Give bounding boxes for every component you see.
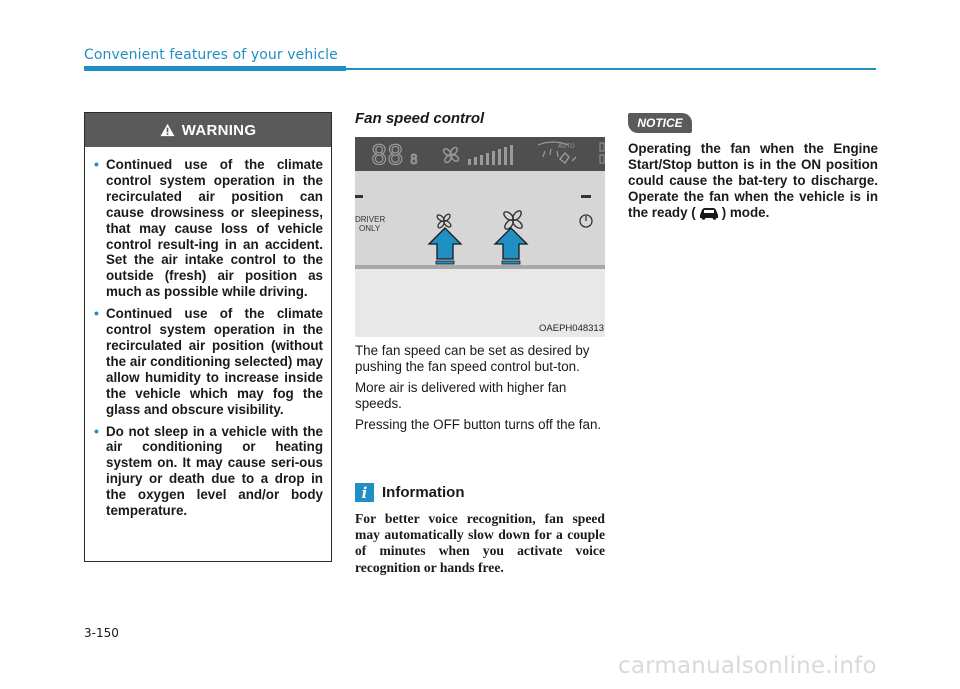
notice-text-end: ) mode. [721, 204, 770, 220]
bullet-icon: • [94, 156, 99, 172]
display-small-digit: 8 [410, 153, 418, 168]
page-number: 3-150 [84, 626, 119, 640]
warning-title: WARNING [181, 121, 257, 139]
header-bar-thick [84, 66, 346, 71]
warning-item [93, 306, 323, 417]
display-digits: 88 [371, 140, 404, 171]
fan-speed-paragraph: More air is delivered with higher fan speeds. [355, 379, 567, 411]
warning-item-text: Continued use of the climate control system operation in the recirculated air position can cause drowsiness or sleepiness, that may cause loss of vehicle control result-ing in an accident. Set the air intake control to the outside (fresh) air position as much as possible while driving. [106, 157, 323, 300]
warning-title-bar [85, 113, 331, 147]
figure-caption: OAEPH048313 [539, 323, 604, 334]
bullet-icon: • [94, 422, 99, 439]
warning-triangle-icon [160, 123, 175, 137]
fan-control-figure [355, 137, 605, 337]
fan-speed-paragraph: The fan speed can be set as desired by pushing the fan speed control but-ton. [355, 343, 590, 374]
information-body: For better voice recognition, fan speed may automatically slow down for a couple of minutes when you activate voice recognition or hands free. [355, 511, 605, 575]
notice-text-start: Operating the fan when the Engine Start/Stop button is in the ON position could cause the bat-tery to discharge. Operate the fan when the vehicle is in the ready ( [628, 141, 878, 220]
watermark: carmanualsonline.info [618, 653, 877, 679]
warning-item-text: Do not sleep in a vehicle with the air conditioning or heating system on. It may cause seri-ous injury or death due to a drop in the oxygen level and/or body temperature. [106, 423, 323, 519]
fan-control-panel-illustration [355, 137, 605, 337]
information-title: Information [382, 484, 465, 501]
information-heading [355, 483, 465, 502]
driver-only-label-1: DRIVER [355, 215, 386, 224]
notice-body [628, 141, 878, 221]
display-auto-label: AUTO [558, 143, 575, 150]
section-header: Convenient features of your vehicle [84, 47, 338, 63]
warning-item [93, 157, 323, 300]
header-bar-thin [346, 68, 876, 70]
bullet-icon: • [94, 305, 99, 322]
warning-box [84, 112, 332, 562]
notice-badge: NOTICE [628, 113, 692, 133]
fan-speed-paragraph: Pressing the OFF button turns off the fan. [355, 416, 602, 432]
info-icon: i [355, 483, 374, 502]
fan-speed-body [355, 343, 605, 438]
fan-speed-heading: Fan speed control [355, 110, 485, 127]
car-ready-icon [698, 206, 720, 220]
fan-speed-section [355, 110, 605, 127]
warning-item [93, 424, 323, 519]
driver-only-label-2: ONLY [359, 224, 381, 233]
warning-item-text: Continued use of the climate control system operation in the recirculated air position (without the air conditioning selected) may allow humidity to increase inside the vehicle which may fog the glass and obscure visibility. [106, 306, 323, 417]
warning-list [85, 147, 331, 519]
